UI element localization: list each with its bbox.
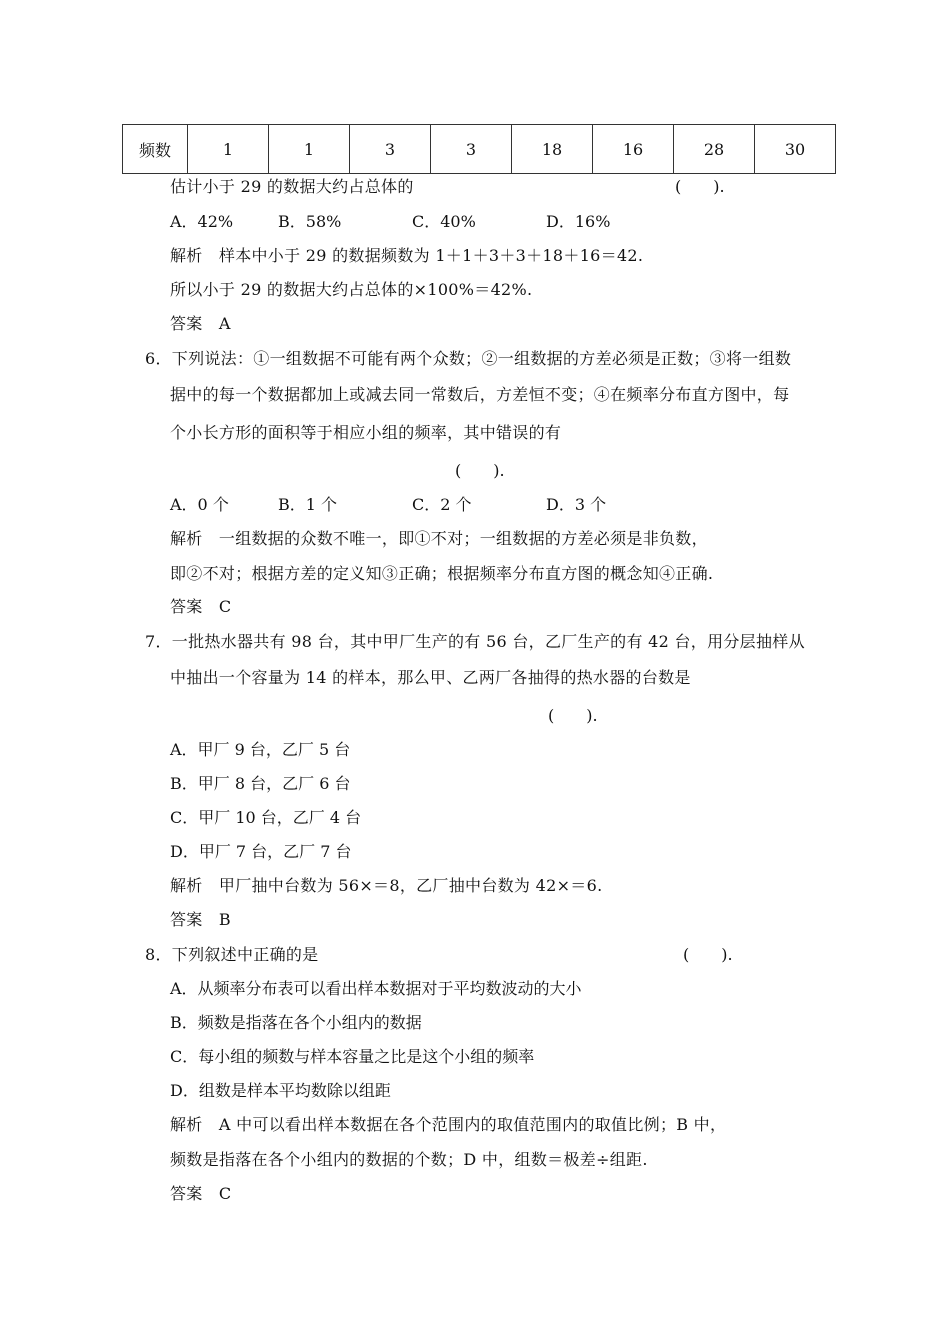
- q8-option-a: A．从频率分布表可以看出样本数据对于平均数波动的大小: [170, 979, 582, 998]
- q5-analysis-line-1: 解析 样本中小于 29 的数据频数为 1＋1＋3＋3＋18＋16＝42.: [170, 246, 644, 265]
- q5-option-d: D．16%: [546, 212, 611, 231]
- q8-option-d: D．组数是样本平均数除以组距: [170, 1081, 391, 1100]
- q6-answer: 答案 C: [170, 597, 232, 616]
- q6-option-c: C．2 个: [412, 495, 472, 514]
- table-cell: 3: [431, 125, 512, 174]
- q6-option-d: D．3 个: [546, 495, 607, 514]
- q8-answer: 答案 C: [170, 1184, 232, 1203]
- q5-answer-blank: ( ).: [675, 177, 725, 196]
- q6-stem-line-2: 据中的每一个数据都加上或减去同一常数后，方差恒不变；④在频率分布直方图中，每: [170, 385, 790, 404]
- q6-answer-blank: ( ).: [455, 461, 505, 480]
- q5-option-c: C．40%: [412, 212, 476, 231]
- q7-stem-line-1: 7．一批热水器共有 98 台，其中甲厂生产的有 56 台，乙厂生产的有 42 台，用分层抽样从: [145, 632, 805, 651]
- q7-answer: 答案 B: [170, 910, 231, 929]
- frequency-table: [122, 124, 836, 174]
- q6-stem-line-3: 个小长方形的面积等于相应小组的频率，其中错误的有: [170, 423, 562, 442]
- q8-answer-blank: ( ).: [683, 945, 733, 964]
- q5-option-b: B．58%: [278, 212, 342, 231]
- q7-answer-blank: ( ).: [548, 706, 598, 725]
- q8-stem: 8．下列叙述中正确的是: [145, 945, 319, 964]
- table-cell: 1: [188, 125, 269, 174]
- table-cell: 3: [350, 125, 431, 174]
- q8-option-b: B．频数是指落在各个小组内的数据: [170, 1013, 422, 1032]
- q5-stem: 估计小于 29 的数据大约占总体的: [170, 177, 414, 196]
- q8-option-c: C．每小组的频数与样本容量之比是这个小组的频率: [170, 1047, 535, 1066]
- q6-stem-line-1: 6．下列说法：①一组数据不可能有两个众数；②一组数据的方差必须是正数；③将一组数: [145, 349, 792, 368]
- q6-analysis-line-2: 即②不对；根据方差的定义知③正确；根据频率分布直方图的概念知④正确.: [170, 564, 714, 583]
- table-cell: 30: [755, 125, 836, 174]
- table-cell: 28: [674, 125, 755, 174]
- q7-stem-line-2: 中抽出一个容量为 14 的样本，那么甲、乙两厂各抽得的热水器的台数是: [170, 668, 691, 687]
- table-cell: 1: [269, 125, 350, 174]
- q5-option-a: A．42%: [170, 212, 234, 231]
- q5-analysis-line-2: 所以小于 29 的数据大约占总体的×100%＝42%.: [170, 280, 533, 299]
- q7-option-a: A．甲厂 9 台，乙厂 5 台: [170, 740, 351, 759]
- q6-option-a: A．0 个: [170, 495, 229, 514]
- q8-analysis-line-2: 频数是指落在各个小组内的数据的个数；D 中，组数＝极差÷组距.: [170, 1150, 648, 1169]
- q7-option-d: D．甲厂 7 台，乙厂 7 台: [170, 842, 352, 861]
- q7-option-b: B．甲厂 8 台，乙厂 6 台: [170, 774, 351, 793]
- q8-analysis-line-1: 解析 A 中可以看出样本数据在各个范围内的取值范围内的取值比例；B 中，: [170, 1115, 727, 1134]
- q6-analysis-line-1: 解析 一组数据的众数不唯一，即①不对；一组数据的方差必须是非负数，: [170, 529, 708, 548]
- table-header-cell: 频数: [123, 125, 188, 174]
- table-cell: 18: [512, 125, 593, 174]
- q6-option-b: B．1 个: [278, 495, 338, 514]
- table-cell: 16: [593, 125, 674, 174]
- q5-answer: 答案 A: [170, 314, 231, 333]
- q7-analysis: 解析 甲厂抽中台数为 56×＝8，乙厂抽中台数为 42×＝6.: [170, 876, 603, 895]
- q7-option-c: C．甲厂 10 台，乙厂 4 台: [170, 808, 362, 827]
- table-row: [123, 125, 836, 174]
